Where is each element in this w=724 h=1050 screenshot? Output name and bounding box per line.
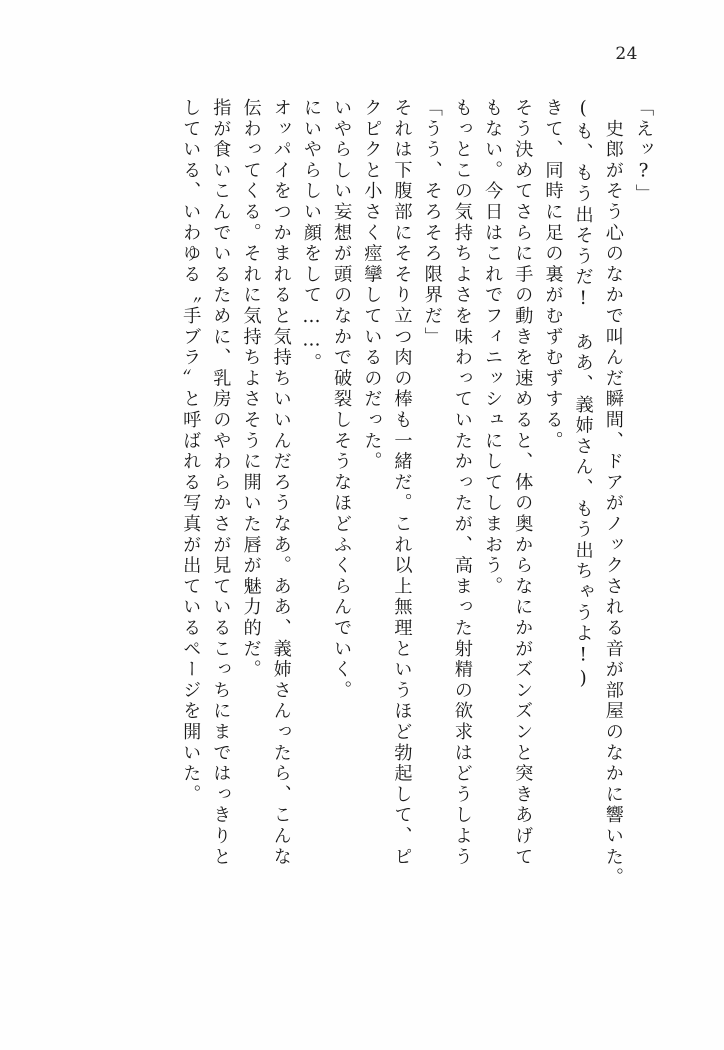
body-text-block	[86, 98, 652, 978]
text-line: している、いわゆる〝手ブラ〟と呼ばれる写真が出ているページを開いた。	[180, 98, 202, 806]
text-line: クピクと小さく痙攣しているのだった。	[361, 98, 383, 473]
page-number: 24	[615, 44, 638, 64]
text-line: 史郎がそう心のなかで叫んだ瞬間、ドアがノックされる音が部屋のなかに響いた。	[602, 98, 624, 889]
text-line: 指が食いこんでいるために、乳房のやわらかさが見ているこっちにまではっきりと	[210, 98, 232, 868]
text-line: それは下腹部にそそり立つ肉の棒も一緒だ。これ以上無理というほど勃起して、ピ	[391, 98, 413, 868]
text-line: 「うう、そろそろ限界だ」	[421, 98, 443, 348]
text-line: にいやらしい顔をして……。	[300, 98, 322, 374]
text-line: (も、もう出そうだ! ああ、義姉さん、もう出ちゃうよ!)	[572, 98, 594, 692]
text-line: 伝わってくる。それに気持ちよさそうに開いた唇が魅力的だ。	[240, 98, 262, 681]
text-line: オッパイをつかまれると気持ちいいんだろうなあ。ああ、義姉さんったら、こんな	[270, 98, 292, 868]
text-line: 「えッ?」	[633, 98, 654, 205]
text-line: もっとこの気持ちよさを味わっていたかったが、高まった射精の欲求はどうしよう	[451, 98, 473, 868]
text-line: もない。今日はこれでフィニッシュにしてしまおう。	[482, 98, 504, 598]
text-line: きて、同時に足の裏がむずむずする。	[542, 98, 564, 452]
text-line: そう決めてさらに手の動きを速めると、体の奥からなにかがズンズンと突きあげて	[512, 98, 534, 868]
text-line: いやらしい妄想が頭のなかで破裂しそうなほどふくらんでいく。	[331, 98, 353, 702]
